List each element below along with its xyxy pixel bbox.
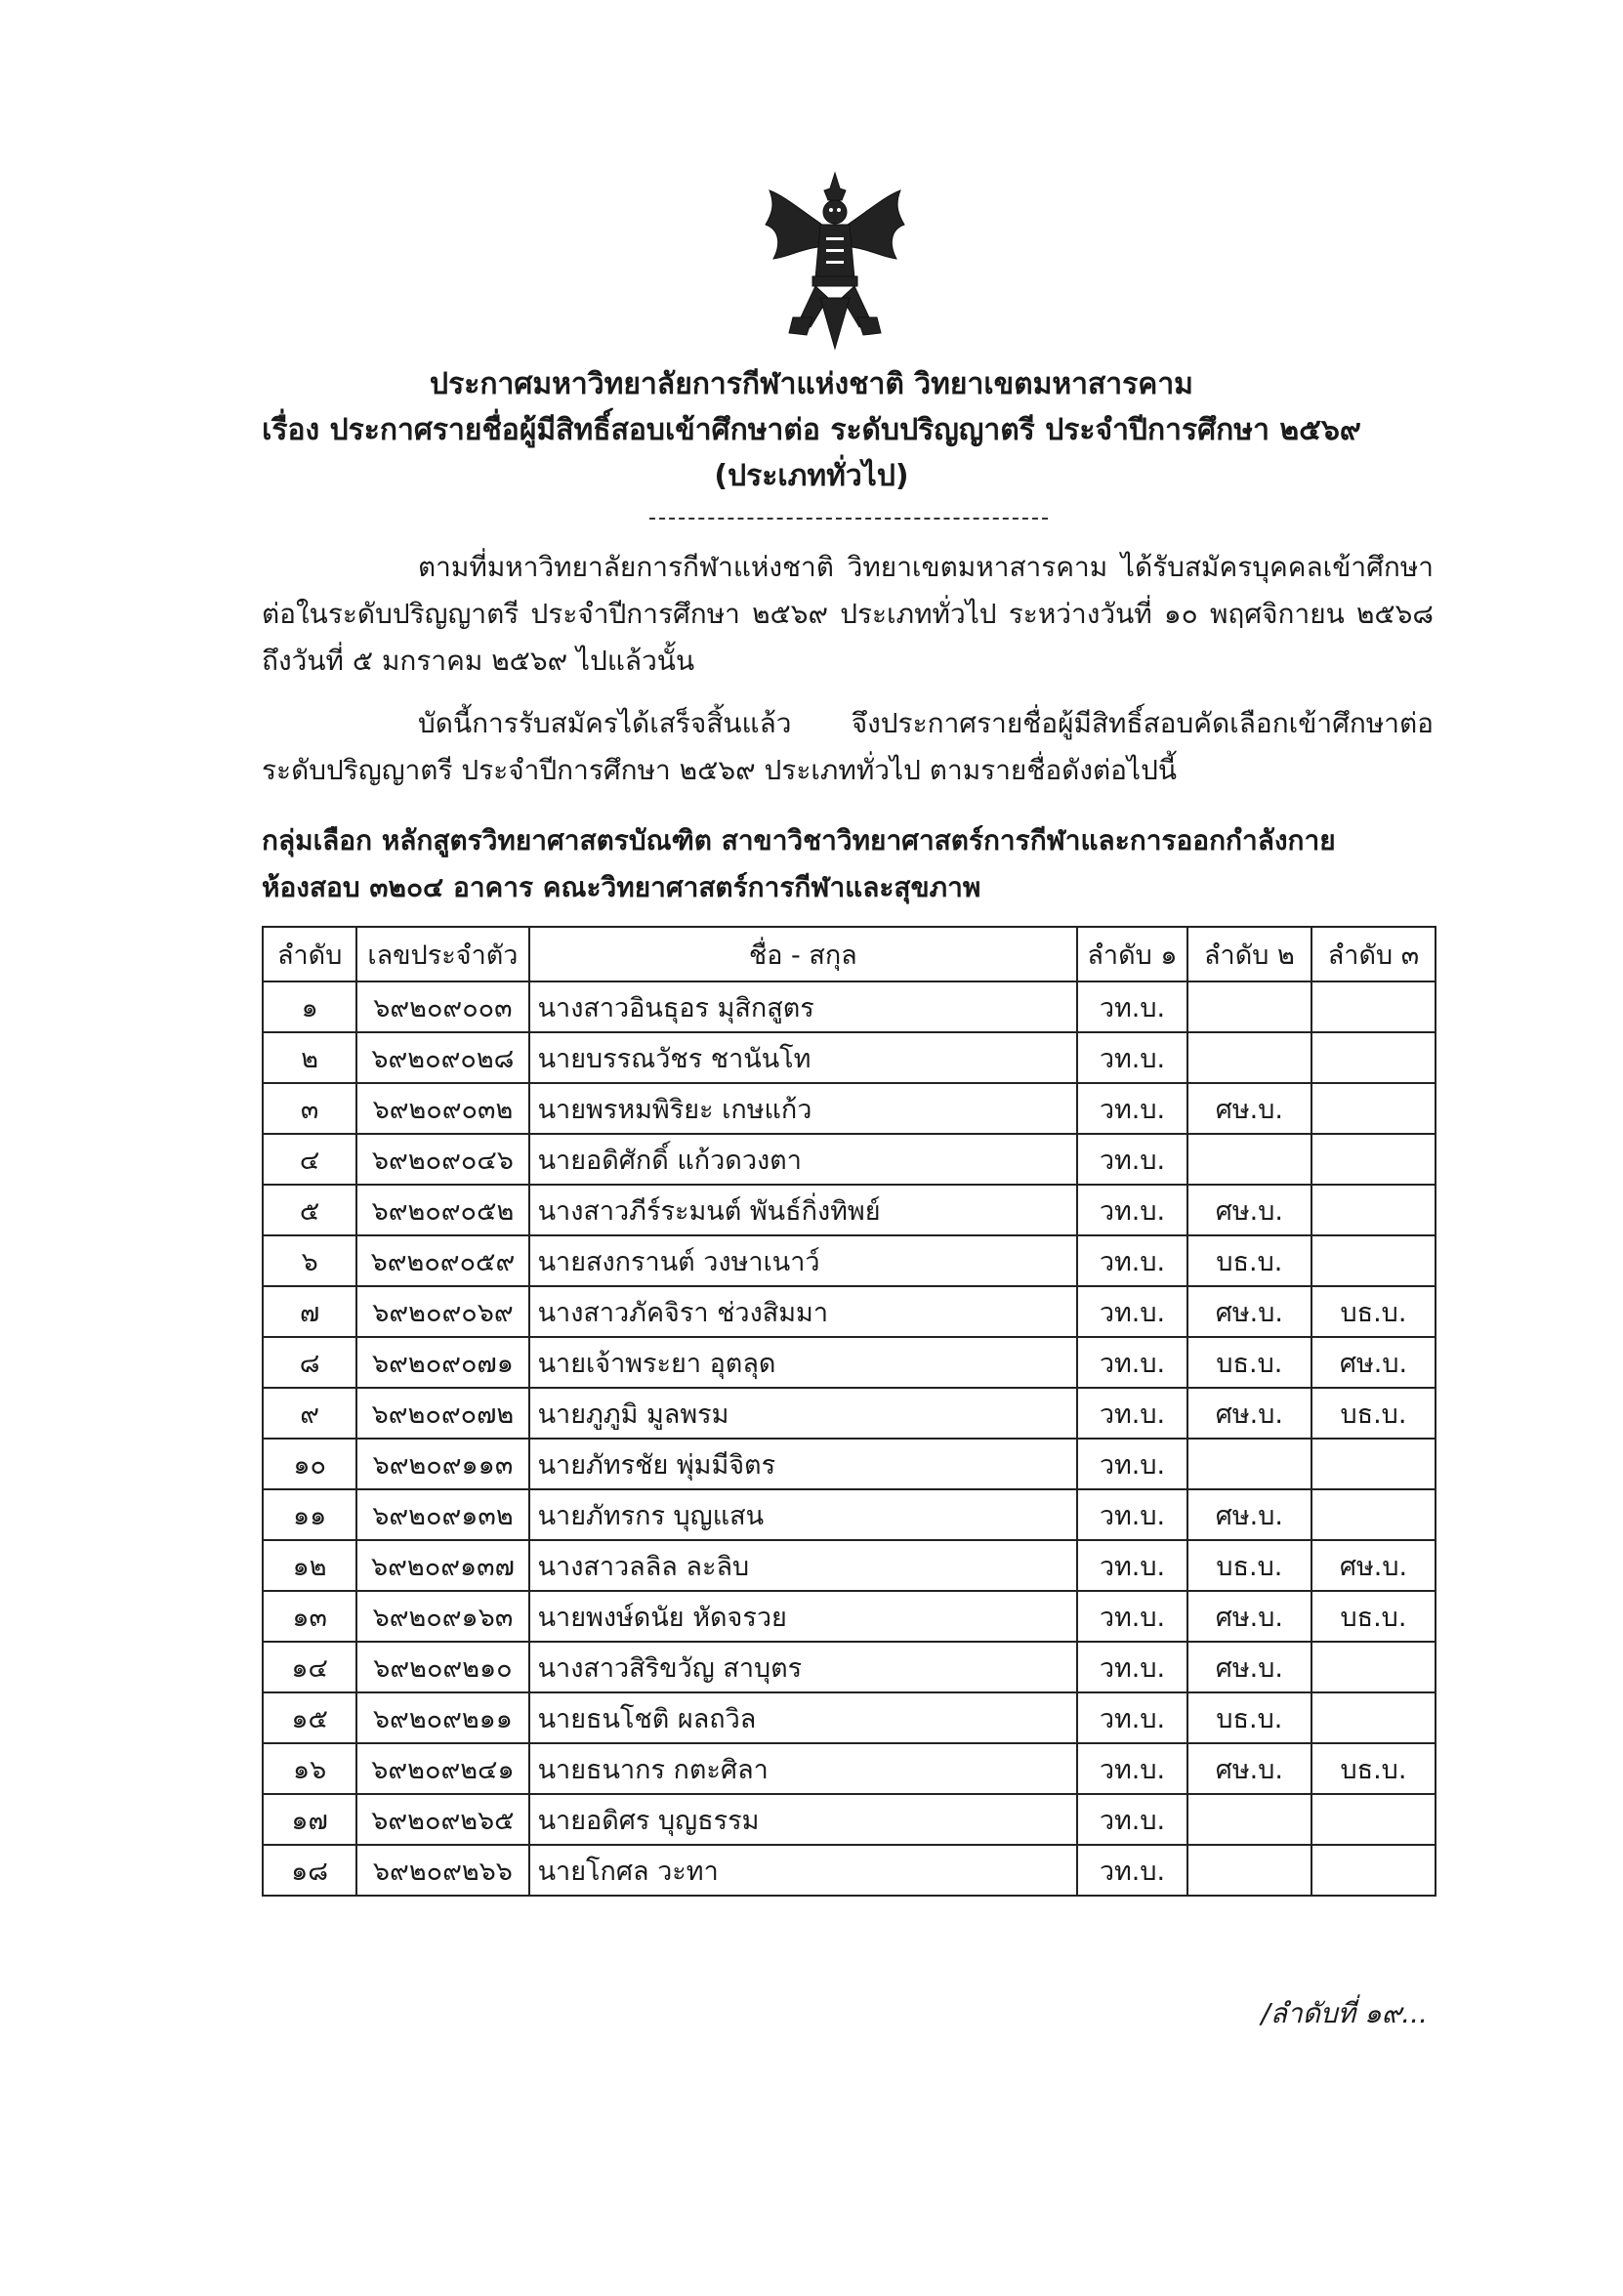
cell-full-name: นางสาวอินธุอร มุสิกสูตร [529, 981, 1077, 1032]
cell-order: ๑๐ [263, 1439, 356, 1489]
continuation-note: /ลำดับที่ ๑๙... [1261, 1997, 1428, 2029]
cell-choice-1: วท.บ. [1077, 1540, 1187, 1591]
cell-order: ๑๗ [263, 1794, 356, 1845]
title-line-2: เรื่อง ประกาศรายชื่อผู้มีสิทธิ์สอบเข้าศึกษาต่อ ระดับปริญญาตรี ประจำปีการศึกษา ๒๕๖๙ [262, 413, 1361, 447]
header-choice-1: ลำดับ ๑ [1077, 927, 1187, 981]
cell-full-name: นางสาวภีร์ระมนต์ พันธ์กิ่งทิพย์ [529, 1185, 1077, 1235]
cell-choice-3: บธ.บ. [1311, 1286, 1436, 1337]
cell-order: ๑๓ [263, 1591, 356, 1642]
cell-choice-1: วท.บ. [1077, 1337, 1187, 1388]
header-full-name: ชื่อ - สกุล [529, 927, 1077, 981]
cell-order: ๑๒ [263, 1540, 356, 1591]
cell-choice-3 [1311, 1083, 1436, 1134]
program-name: กลุ่มเลือก หลักสูตรวิทยาศาสตรบัณฑิต สาขาวิชาวิทยาศาสตร์การกีฬาและการออกกำลังกาย [262, 824, 1336, 856]
cell-full-name: นายเจ้าพระยา อุตลุด [529, 1337, 1077, 1388]
cell-choice-2: ศษ.บ. [1187, 1489, 1311, 1540]
cell-choice-2: ศษ.บ. [1187, 1083, 1311, 1134]
cell-full-name: นายโกศล วะทา [529, 1845, 1077, 1896]
cell-student-id: ๖๙๒๐๙๐๕๒ [356, 1185, 528, 1235]
cell-choice-2: ศษ.บ. [1187, 1286, 1311, 1337]
cell-full-name: นายบรรณวัชร ชานันโท [529, 1032, 1077, 1083]
cell-full-name: นายภูภูมิ มูลพรม [529, 1388, 1077, 1439]
cell-choice-1: วท.บ. [1077, 1388, 1187, 1439]
cell-full-name: นางสาวสิริขวัญ สาบุตร [529, 1642, 1077, 1692]
cell-student-id: ๖๙๒๐๙๐๖๙ [356, 1286, 528, 1337]
cell-full-name: นายธนากร กตะศิลา [529, 1743, 1077, 1794]
cell-student-id: ๖๙๒๐๙๐๐๓ [356, 981, 528, 1032]
table-row [263, 1337, 1436, 1388]
table-row [263, 1439, 1436, 1489]
cell-choice-1: วท.บ. [1077, 1235, 1187, 1286]
notice-paragraph: บัดนี้การรับสมัครได้เสร็จสิ้นแล้ว จึงประกาศรายชื่อผู้มีสิทธิ์สอบคัดเลือกเข้าศึกษาต่อระดับปริญญาตรี ประจำปีการศึกษา ๒๕๖๙ ประเภททั่วไป ตามรายชื่อดังต่อไปนี้ [262, 707, 1434, 786]
cell-choice-1: วท.บ. [1077, 1439, 1187, 1489]
cell-order: ๕ [263, 1185, 356, 1235]
cell-student-id: ๖๙๒๐๙๐๗๒ [356, 1388, 528, 1439]
cell-choice-3 [1311, 1235, 1436, 1286]
cell-order: ๑๘ [263, 1845, 356, 1896]
cell-student-id: ๖๙๒๐๙๑๓๗ [356, 1540, 528, 1591]
cell-choice-3 [1311, 1489, 1436, 1540]
cell-choice-1: วท.บ. [1077, 1032, 1187, 1083]
cell-choice-1: วท.บ. [1077, 1743, 1187, 1794]
table-row [263, 1794, 1436, 1845]
cell-full-name: นายสงกรานต์ วงษาเนาว์ [529, 1235, 1077, 1286]
cell-choice-3: บธ.บ. [1311, 1388, 1436, 1439]
cell-student-id: ๖๙๒๐๙๒๔๑ [356, 1743, 528, 1794]
cell-student-id: ๖๙๒๐๙๒๖๕ [356, 1794, 528, 1845]
cell-order: ๑๕ [263, 1692, 356, 1743]
cell-order: ๘ [263, 1337, 356, 1388]
table-row [263, 1134, 1436, 1185]
cell-choice-3 [1311, 1185, 1436, 1235]
cell-full-name: นางสาวภัคจิรา ช่วงสิมมา [529, 1286, 1077, 1337]
cell-choice-3: บธ.บ. [1311, 1591, 1436, 1642]
cell-full-name: นายธนโชติ ผลถวิล [529, 1692, 1077, 1743]
table-header-row [263, 927, 1436, 981]
cell-full-name: นายภัทรกร บุญแสน [529, 1489, 1077, 1540]
table-row [263, 1185, 1436, 1235]
table-row [263, 1540, 1436, 1591]
cell-choice-3: ศษ.บ. [1311, 1540, 1436, 1591]
table-row [263, 1845, 1436, 1896]
cell-choice-3: บธ.บ. [1311, 1743, 1436, 1794]
program-group-heading [262, 817, 1434, 911]
title-divider [649, 518, 1048, 520]
cell-choice-1: วท.บ. [1077, 1134, 1187, 1185]
cell-choice-2: บธ.บ. [1187, 1235, 1311, 1286]
cell-choice-1: วท.บ. [1077, 1083, 1187, 1134]
cell-full-name: นายพรหมพิริยะ เกษแก้ว [529, 1083, 1077, 1134]
cell-full-name: นายอดิศักดิ์ แก้วดวงตา [529, 1134, 1077, 1185]
cell-choice-2 [1187, 981, 1311, 1032]
cell-order: ๑ [263, 981, 356, 1032]
cell-choice-2: ศษ.บ. [1187, 1591, 1311, 1642]
cell-student-id: ๖๙๒๐๙๐๔๖ [356, 1134, 528, 1185]
cell-order: ๓ [263, 1083, 356, 1134]
cell-choice-2: ศษ.บ. [1187, 1388, 1311, 1439]
cell-choice-2 [1187, 1439, 1311, 1489]
header-order: ลำดับ [263, 927, 356, 981]
cell-student-id: ๖๙๒๐๙๒๖๖ [356, 1845, 528, 1896]
cell-choice-1: วท.บ. [1077, 1185, 1187, 1235]
cell-choice-1: วท.บ. [1077, 1642, 1187, 1692]
table-row [263, 981, 1436, 1032]
cell-choice-3 [1311, 1845, 1436, 1896]
table-row [263, 1743, 1436, 1794]
candidate-table [262, 926, 1436, 1897]
cell-choice-1: วท.บ. [1077, 1286, 1187, 1337]
cell-student-id: ๖๙๒๐๙๐๓๒ [356, 1083, 528, 1134]
cell-choice-2: บธ.บ. [1187, 1692, 1311, 1743]
cell-choice-1: วท.บ. [1077, 1692, 1187, 1743]
cell-choice-1: วท.บ. [1077, 1489, 1187, 1540]
table-row [263, 1642, 1436, 1692]
cell-choice-3 [1311, 1794, 1436, 1845]
cell-choice-2: ศษ.บ. [1187, 1642, 1311, 1692]
table-row [263, 1083, 1436, 1134]
cell-student-id: ๖๙๒๐๙๑๓๒ [356, 1489, 528, 1540]
cell-student-id: ๖๙๒๐๙๐๒๘ [356, 1032, 528, 1083]
cell-full-name: นายภัทรชัย พุ่มมีจิตร [529, 1439, 1077, 1489]
cell-order: ๒ [263, 1032, 356, 1083]
cell-student-id: ๖๙๒๐๙๒๑๑ [356, 1692, 528, 1743]
cell-choice-2: บธ.บ. [1187, 1337, 1311, 1388]
header-choice-3: ลำดับ ๓ [1311, 927, 1436, 981]
title-line-1: ประกาศมหาวิทยาลัยการกีฬาแห่งชาติ วิทยาเขตมหาสารคาม [430, 367, 1193, 401]
cell-full-name: นายอดิศร บุญธรรม [529, 1794, 1077, 1845]
cell-order: ๗ [263, 1286, 356, 1337]
announcement-title [195, 361, 1428, 499]
cell-choice-2: ศษ.บ. [1187, 1743, 1311, 1794]
cell-full-name: นางสาวลลิล ละลิบ [529, 1540, 1077, 1591]
cell-full-name: นายพงษ์ดนัย หัดจรวย [529, 1591, 1077, 1642]
cell-choice-3 [1311, 1692, 1436, 1743]
cell-student-id: ๖๙๒๐๙๒๑๐ [356, 1642, 528, 1692]
cell-choice-2 [1187, 1032, 1311, 1083]
cell-choice-3 [1311, 1439, 1436, 1489]
cell-choice-3: ศษ.บ. [1311, 1337, 1436, 1388]
title-line-3: (ประเภททั่วไป) [714, 459, 909, 493]
table-row [263, 1032, 1436, 1083]
cell-student-id: ๖๙๒๐๙๐๗๑ [356, 1337, 528, 1388]
cell-choice-2: บธ.บ. [1187, 1540, 1311, 1591]
cell-order: ๖ [263, 1235, 356, 1286]
table-row [263, 1286, 1436, 1337]
table-row [263, 1235, 1436, 1286]
exam-room: ห้องสอบ ๓๒๐๔ อาคาร คณะวิทยาศาสตร์การกีฬาและสุขภาพ [262, 871, 981, 903]
cell-choice-3 [1311, 1642, 1436, 1692]
cell-choice-3 [1311, 981, 1436, 1032]
header-choice-2: ลำดับ ๒ [1187, 927, 1311, 981]
header-student-id: เลขประจำตัว [356, 927, 528, 981]
cell-order: ๑๔ [263, 1642, 356, 1692]
cell-student-id: ๖๙๒๐๙๑๖๓ [356, 1591, 528, 1642]
cell-choice-2 [1187, 1134, 1311, 1185]
cell-order: ๙ [263, 1388, 356, 1439]
table-row [263, 1692, 1436, 1743]
cell-choice-1: วท.บ. [1077, 1845, 1187, 1896]
cell-choice-3 [1311, 1134, 1436, 1185]
garuda-emblem-icon [762, 171, 908, 352]
cell-choice-3 [1311, 1032, 1436, 1083]
cell-choice-2 [1187, 1845, 1311, 1896]
cell-choice-2 [1187, 1794, 1311, 1845]
table-row [263, 1489, 1436, 1540]
cell-student-id: ๖๙๒๐๙๐๕๙ [356, 1235, 528, 1286]
cell-student-id: ๖๙๒๐๙๑๑๓ [356, 1439, 528, 1489]
cell-order: ๑๖ [263, 1743, 356, 1794]
table-row [263, 1388, 1436, 1439]
cell-choice-1: วท.บ. [1077, 1591, 1187, 1642]
cell-order: ๑๑ [263, 1489, 356, 1540]
cell-choice-2: ศษ.บ. [1187, 1185, 1311, 1235]
cell-choice-1: วท.บ. [1077, 981, 1187, 1032]
cell-order: ๔ [263, 1134, 356, 1185]
table-row [263, 1591, 1436, 1642]
cell-choice-1: วท.บ. [1077, 1794, 1187, 1845]
intro-paragraph: ตามที่มหาวิทยาลัยการกีฬาแห่งชาติ วิทยาเขตมหาสารคาม ได้รับสมัครบุคคลเข้าศึกษาต่อในระดับปริญญาตรี ประจำปีการศึกษา ๒๕๖๙ ประเภททั่วไป ระหว่างวันที่ ๑๐ พฤศจิกายน ๒๕๖๘ ถึงวันที่ ๕ มกราคม ๒๕๖๙ ไปแล้วนั้น [262, 551, 1434, 677]
